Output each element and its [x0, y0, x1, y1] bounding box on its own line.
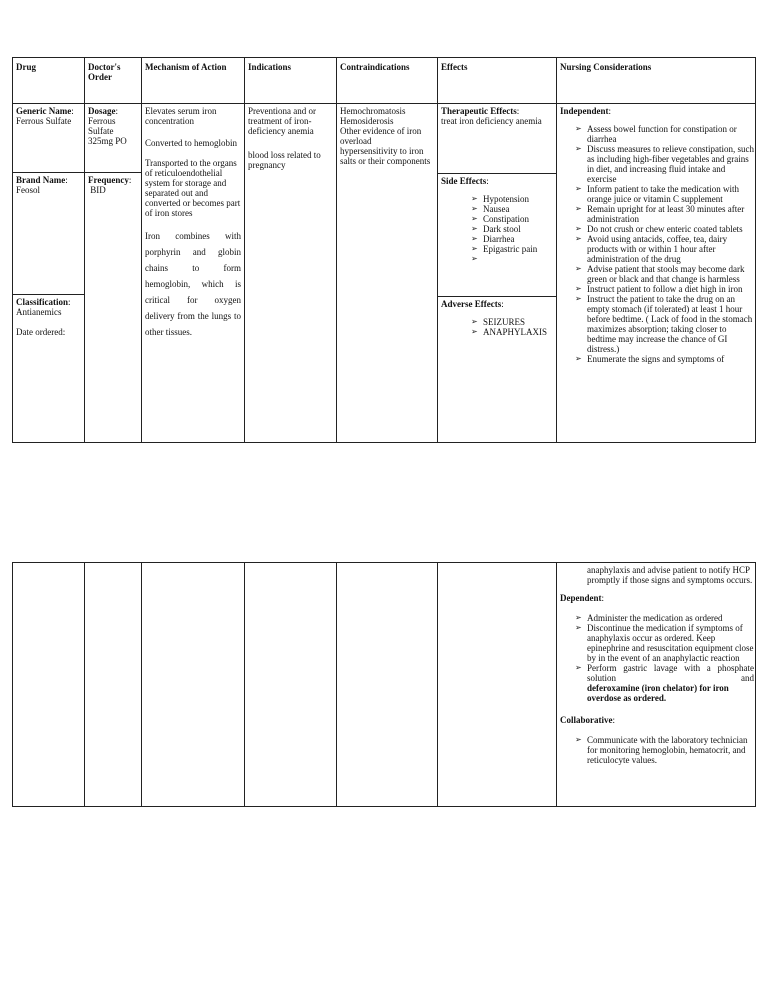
header-effects: Effects	[441, 62, 468, 72]
nursing-item: ➢ Instruct the patient to take the drug on an empty stomach (if tolerated) at least 1 hour before bedtime. ( Lack of food in the stomach maximizes absorption; taking closer to bedtime may increase the chance of GI distress.)	[575, 294, 754, 354]
nursing-continued: anaphylaxis and advise patient to notify HCP promptly if those signs and symptoms occurs. Dependent: ➢ Administer the medication as ordered ➢ Discontinue the medication if symptoms of anaphylaxis occur as ordered. Keep epinephrine and resuscitation equipment close by in the event of an anaphylactic reaction ➢ Perform gastric lavage with a phosphate solution and deferoxamine (iron chelator) for iron overdose as ordered. Collaborative: ➢ Communicate with the laboratory technician for monitoring hemoglobin, hematocrit, and reticulocyte values.	[560, 565, 754, 765]
date-ordered: Date ordered:	[16, 327, 66, 337]
nursing-item: ➢ Enumerate the signs and symptoms of	[575, 354, 754, 364]
nursing-item: ➢ Inform patient to take the medication with orange juice or vitamin C supplement	[575, 184, 754, 204]
dosage: Dosage: Ferrous Sulfate 325mg PO	[88, 106, 127, 146]
classification: Classification: Antianemics Date ordered:	[16, 297, 71, 337]
side-effect-item: ➢ Constipation	[471, 214, 553, 224]
contraindications-text: Hemochromatosis Hemosiderosis Other evidence of iron overload hypersensitivity to iron salts or their components	[340, 106, 431, 166]
adverse-effect-item: ➢ ANAPHYLAXIS	[471, 327, 553, 337]
nursing-item: ➢ Instruct patient to follow a diet high in iron	[575, 284, 754, 294]
therapeutic-effects: Therapeutic Effects: treat iron deficiency anemia	[441, 106, 542, 126]
side-effect-item: ➢ Dark stool	[471, 224, 553, 234]
nursing-item: ➢ Perform gastric lavage with a phosphate solution and deferoxamine (iron chelator) for iron overdose as ordered.	[575, 663, 754, 703]
frequency: Frequency: BID	[88, 175, 132, 195]
mechanism-text: Elevates serum iron concentration Converted to hemoglobin Transported to the organs of reticuloendothelial system for storage and separated out and converted or becomes part of iron stores Iron combines with porphyrin and globin chains to form hemoglobin, which is critical for oxygen delivery from the lungs to other tissues.	[145, 106, 241, 337]
side-effect-item: ➢ Diarrhea	[471, 234, 553, 244]
drug-table-page-2	[12, 562, 756, 807]
drug-table-page-1	[12, 57, 756, 443]
side-effect-item: ➢ Epigastric pain	[471, 244, 553, 254]
nursing-item: ➢ Assess bowel function for constipation or diarrhea	[575, 124, 754, 144]
side-effect-item: ➢ Hypotension	[471, 194, 553, 204]
header-indications: Indications	[248, 62, 292, 72]
header-drug: Drug	[16, 62, 36, 72]
side-effect-item	[471, 254, 553, 264]
nursing-item: ➢ Communicate with the laboratory technician for monitoring hemoglobin, hematocrit, and reticulocyte values.	[575, 735, 754, 765]
nursing-item: ➢ Advise patient that stools may become dark green or black and that change is harmless	[575, 264, 754, 284]
adverse-effects: Adverse Effects: ➢ SEIZURES ➢ ANAPHYLAXIS	[441, 299, 553, 337]
adverse-effect-item: ➢ SEIZURES	[471, 317, 553, 327]
indications-text: Preventiona and or treatment of iron-deficiency anemia blood loss related to pregnancy	[248, 106, 321, 170]
nursing-item: ➢ Discontinue the medication if symptoms of anaphylaxis occur as ordered. Keep epinephrine and resuscitation equipment close by in the event of an anaphylactic reaction	[575, 623, 754, 663]
nursing-item: ➢ Avoid using antacids, coffee, tea, dairy products with or within 1 hour after administration of the drug	[575, 234, 754, 264]
header-contraindications: Contraindications	[340, 62, 410, 72]
side-effects: Side Effects: ➢ Hypotension ➢ Nausea ➢ Constipation ➢ Dark stool ➢ Diarrhea ➢ Epigastric pain ➢	[441, 176, 553, 264]
dependent-label: Dependent	[560, 593, 602, 603]
header-doctors-order: Doctor's Order	[88, 62, 121, 82]
header-mechanism: Mechanism of Action	[145, 62, 227, 72]
header-nursing: Nursing Considerations	[560, 62, 652, 72]
brand-name: Brand Name: Feosol	[16, 175, 68, 195]
side-effect-item: ➢ Nausea	[471, 204, 553, 214]
nursing-item: ➢ Discuss measures to relieve constipation, such as including high-fiber vegetables and grains in diet, and increasing fluid intake and exercise	[575, 144, 754, 184]
nursing-independent: Independent: ➢ Assess bowel function for constipation or diarrhea ➢ Discuss measures to relieve constipation, such as including high-fiber vegetables and grains in diet, and increasing fluid intake and exercise ➢ Inform patient to take the medication with orange juice or vitamin C supplement ➢ Remain upright for at least 30 minutes after administration ➢ Do not crush or chew enteric coated tablets ➢ Avoid using antacids, coffee, tea, dairy products with or within 1 hour after administration of the drug ➢ Advise patient that stools may become dark green or black and that change is harmless ➢ Instruct patient to follow a diet high in iron ➢ Instruct the patient to take the drug on an empty stomach (if tolerated) at least 1 hour before bedtime. ( Lack of food in the stomach maximizes absorption; taking closer to bedtime may increase the chance of GI distress.) ➢ Enumerate the signs and symptoms of	[560, 106, 754, 364]
collaborative-label: Collaborative	[560, 715, 613, 725]
nursing-item: ➢ Remain upright for at least 30 minutes after administration	[575, 204, 754, 224]
generic-name: Generic Name: Ferrous Sulfate	[16, 106, 74, 126]
nursing-item: ➢ Administer the medication as ordered	[575, 613, 754, 623]
nursing-item: ➢ Do not crush or chew enteric coated tablets	[575, 224, 754, 234]
